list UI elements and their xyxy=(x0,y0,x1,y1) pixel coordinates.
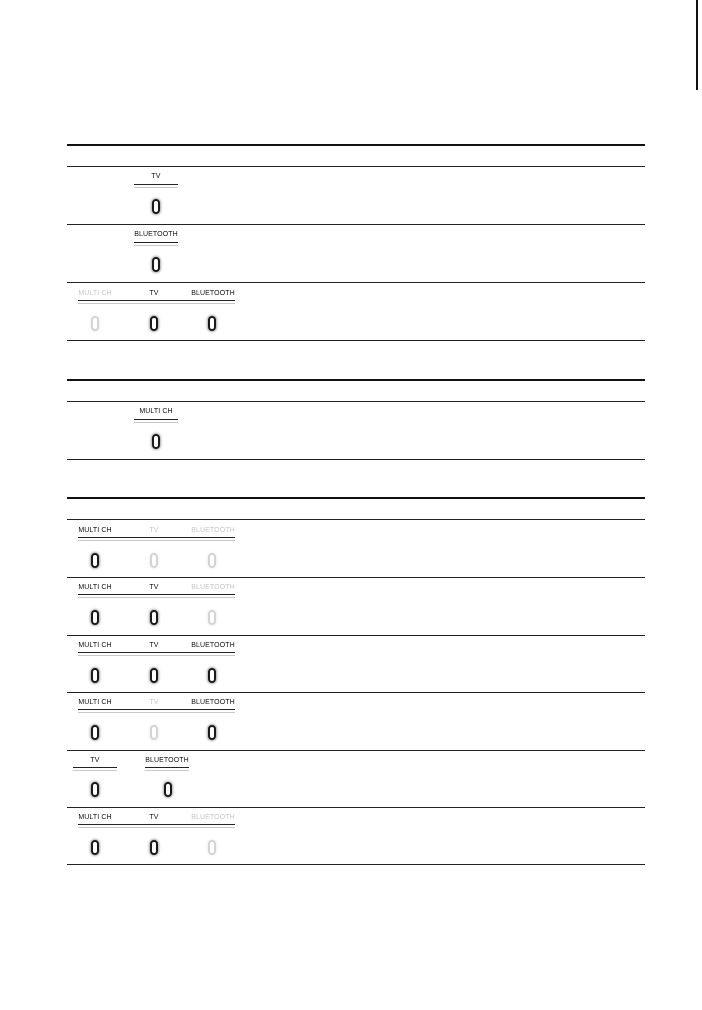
label-underline xyxy=(78,300,235,301)
bluetooth-label: BLUETOOTH xyxy=(191,290,235,297)
table-2-top-rule xyxy=(67,379,645,381)
multi-ch-indicator xyxy=(70,289,120,298)
table-3-bottom-rule xyxy=(67,864,645,865)
label-underline xyxy=(78,537,235,538)
tv-led-on xyxy=(150,840,158,855)
bluetooth-indicator xyxy=(188,641,238,650)
multi-ch-indicator xyxy=(70,583,120,592)
tv-led-on xyxy=(91,782,99,797)
table-3-row-rule xyxy=(67,750,645,751)
label-underline xyxy=(134,419,178,420)
table-3-row-rule xyxy=(67,577,645,578)
bluetooth-led-on xyxy=(208,725,216,740)
label-underline xyxy=(78,709,235,710)
bluetooth-indicator xyxy=(131,230,181,239)
tv-label: TV xyxy=(149,290,159,297)
table-3-row-rule xyxy=(67,635,645,636)
bluetooth-label: BLUETOOTH xyxy=(191,584,235,591)
table-1-row-rule xyxy=(67,282,645,283)
bluetooth-led-on xyxy=(208,668,216,683)
table-3-row-rule xyxy=(67,807,645,808)
tv-indicator xyxy=(129,813,179,822)
bluetooth-indicator xyxy=(142,756,192,765)
label-underline xyxy=(145,767,189,768)
tv-led-on xyxy=(150,610,158,625)
multi-ch-label: MULTI CH xyxy=(78,584,112,591)
label-underline xyxy=(134,242,178,243)
label-underline xyxy=(78,594,235,595)
label-underline xyxy=(73,767,117,768)
tv-led-on xyxy=(150,316,158,331)
tv-label: TV xyxy=(149,527,159,534)
multi-ch-indicator xyxy=(70,813,120,822)
multi-ch-indicator xyxy=(131,407,181,416)
bluetooth-indicator xyxy=(188,583,238,592)
tv-indicator xyxy=(129,526,179,535)
bluetooth-label: BLUETOOTH xyxy=(191,527,235,534)
multi-ch-indicator xyxy=(70,526,120,535)
table-2-bottom-rule xyxy=(67,459,645,460)
multi-ch-label: MULTI CH xyxy=(78,699,112,706)
table-3-row-rule xyxy=(67,692,645,693)
table-1-row-rule xyxy=(67,224,645,225)
tv-indicator xyxy=(129,698,179,707)
bluetooth-label: BLUETOOTH xyxy=(145,757,189,764)
bluetooth-label: BLUETOOTH xyxy=(134,231,178,238)
bluetooth-indicator xyxy=(188,526,238,535)
multi-ch-led-on xyxy=(91,553,99,568)
tv-led-on xyxy=(152,199,160,214)
page-edge-mark xyxy=(696,0,698,90)
bluetooth-led-off xyxy=(208,553,216,568)
multi-ch-label: MULTI CH xyxy=(78,642,112,649)
bluetooth-label: BLUETOOTH xyxy=(191,642,235,649)
multi-ch-indicator xyxy=(70,641,120,650)
table-3-header-rule xyxy=(67,519,645,520)
table-1-top-rule xyxy=(67,144,645,146)
label-underline xyxy=(134,184,178,185)
tv-indicator xyxy=(129,289,179,298)
tv-indicator xyxy=(131,172,181,181)
tv-label: TV xyxy=(149,642,159,649)
tv-label: TV xyxy=(151,173,161,180)
bluetooth-indicator xyxy=(188,813,238,822)
bluetooth-label: BLUETOOTH xyxy=(191,699,235,706)
tv-indicator xyxy=(129,583,179,592)
bluetooth-led-on xyxy=(164,782,172,797)
tv-led-off xyxy=(150,725,158,740)
multi-ch-led-on xyxy=(91,840,99,855)
multi-ch-label: MULTI CH xyxy=(78,290,112,297)
table-1-header-rule xyxy=(67,166,645,167)
tv-led-off xyxy=(150,553,158,568)
table-2-header-rule xyxy=(67,401,645,402)
multi-ch-led-on xyxy=(91,668,99,683)
bluetooth-led-off xyxy=(208,610,216,625)
table-1-bottom-rule xyxy=(67,340,645,341)
table-3-top-rule xyxy=(67,497,645,499)
tv-label: TV xyxy=(149,814,159,821)
bluetooth-label: BLUETOOTH xyxy=(191,814,235,821)
multi-ch-label: MULTI CH xyxy=(78,814,112,821)
multi-ch-led-off xyxy=(91,316,99,331)
tv-indicator xyxy=(70,756,120,765)
multi-ch-led-on xyxy=(91,610,99,625)
multi-ch-label: MULTI CH xyxy=(139,408,173,415)
tv-indicator xyxy=(129,641,179,650)
bluetooth-indicator xyxy=(188,289,238,298)
multi-ch-label: MULTI CH xyxy=(78,527,112,534)
bluetooth-led-on xyxy=(208,316,216,331)
tv-label: TV xyxy=(149,584,159,591)
tv-label: TV xyxy=(90,757,100,764)
tv-label: TV xyxy=(149,699,159,706)
multi-ch-led-on xyxy=(152,434,160,449)
bluetooth-indicator xyxy=(188,698,238,707)
multi-ch-indicator xyxy=(70,698,120,707)
tv-led-on xyxy=(150,668,158,683)
label-underline xyxy=(78,652,235,653)
bluetooth-led-off xyxy=(208,840,216,855)
multi-ch-led-on xyxy=(91,725,99,740)
bluetooth-led-on xyxy=(152,257,160,272)
label-underline xyxy=(78,824,235,825)
